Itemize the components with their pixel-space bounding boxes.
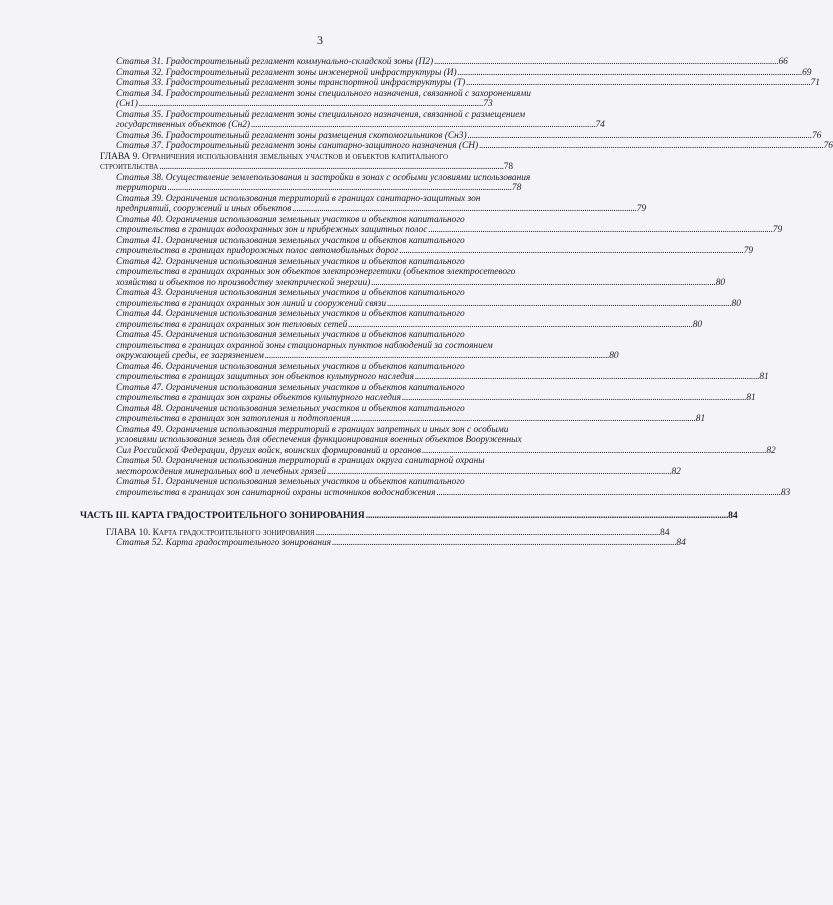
toc-page-number: 76 <box>823 141 833 151</box>
toc-entry-text: предприятий, сооружений и иных объектов <box>116 204 292 214</box>
dot-leader <box>436 488 779 498</box>
toc-entry-article[interactable] <box>108 361 769 383</box>
toc-page-number: 84 <box>728 510 738 521</box>
dot-leader <box>251 120 594 130</box>
toc-entry-text: условиями использования земель для обеспечения функционирования военных объектов Вооруженных <box>116 435 522 445</box>
toc-entry-article[interactable] <box>108 288 741 309</box>
dot-leader <box>479 141 822 151</box>
toc-entry-text: окружающей среды, ее загрязнением <box>116 351 264 361</box>
toc-entry-text: Статья 31. Градостроительный регламент коммунально-складской зоны (П2) <box>116 57 434 67</box>
toc-page-number: 80 <box>609 351 619 361</box>
toc-entry-text: месторождения минеральных вод и лечебных грязей <box>116 466 327 477</box>
toc-entry-text: хозяйства и объектов по производству электрической энергии) <box>116 277 371 288</box>
toc-entry-text: Статья 41. Ограничения использования земельных участков и объектов капитального <box>116 235 465 246</box>
toc-page-number: 71 <box>810 78 820 88</box>
toc-entry-text: строительства в границах зон санитарной охраны источников водоснабжения <box>116 487 436 498</box>
toc-entry-chapter[interactable] <box>106 527 670 539</box>
toc-entry-article[interactable] <box>108 538 686 549</box>
toc-entry-text: Статья 45. Ограничения использования земельных участков и объектов капитального <box>116 330 465 340</box>
toc-entry-article[interactable] <box>108 214 783 236</box>
toc-entry-text: территории <box>116 183 167 193</box>
dot-leader <box>458 68 801 78</box>
dot-leader <box>348 320 691 330</box>
toc-entry-text: Статья 40. Ограничения использования земельных участков и объектов капитального <box>116 214 465 225</box>
toc-entry-text: Статья 36. Градостроительный регламент зоны размещения скотомогильников (Сн3) <box>116 130 467 141</box>
toc-entry-chapter[interactable] <box>100 152 596 173</box>
toc-page-number: 83 <box>780 487 791 498</box>
toc-entry-article[interactable] <box>108 67 812 79</box>
toc-entry-article[interactable] <box>108 309 703 330</box>
toc-entry-text: Статья 43. Ограничения использования земельных участков и объектов капитального <box>116 288 465 298</box>
toc-page-number: 82 <box>766 445 776 456</box>
toc-entry-text: строительства в границах зон затопления и подтопления <box>116 414 351 424</box>
toc-entry-article[interactable] <box>108 330 619 362</box>
toc-entry-text: Статья 34. Градостроительный регламент зоны специального назначения, связанной с захоронениями <box>116 88 531 99</box>
toc-entry-text: строительства в границах придорожных полос автомобильных дорог <box>116 246 399 256</box>
toc-entry-text: Статья 37. Градостроительный регламент зоны санитарно-защитного назначения (СН) <box>116 141 479 151</box>
toc-page-number: 81 <box>746 393 756 403</box>
dot-leader <box>434 57 777 67</box>
dot-leader <box>351 414 694 424</box>
toc-page-number: 84 <box>676 538 686 548</box>
toc-entry-article[interactable] <box>108 78 820 89</box>
toc-page-number: 79 <box>636 204 647 214</box>
toc-entry-text: ЧАСТЬ III. КАРТА ГРАДОСТРОИТЕЛЬНОГО ЗОНИРОВАНИЯ <box>80 510 365 521</box>
toc-entry-article[interactable] <box>108 477 791 498</box>
toc-page-number: 80 <box>731 298 741 309</box>
toc-entry-text: государственных объектов (Сн2) <box>116 120 251 130</box>
toc-entry-article[interactable] <box>108 57 788 68</box>
table-of-contents <box>80 57 833 549</box>
toc-entry-text: ГЛАВА 10. Карта градостроительного зонирования <box>106 527 315 538</box>
toc-entry-article[interactable] <box>108 173 596 194</box>
toc-page-number: 79 <box>772 225 783 235</box>
toc-entry-article[interactable] <box>108 382 756 404</box>
toc-page-number: 84 <box>660 527 670 538</box>
dot-leader <box>422 446 765 456</box>
dot-leader <box>292 204 635 214</box>
toc-entry-text: Статья 42. Ограничения использования земельных участков и объектов капитального <box>116 256 465 267</box>
dot-leader <box>366 510 727 521</box>
toc-entry-text: Статья 52. Карта градостроительного зонирования <box>116 538 332 548</box>
toc-entry-text: Статья 46. Ограничения использования земельных участков и объектов капитального <box>116 361 465 372</box>
toc-entry-article[interactable] <box>108 130 822 142</box>
toc-entry-text: Статья 44. Ограничения использования земельных участков и объектов капитального <box>116 309 465 319</box>
page-number: 3 <box>317 33 323 47</box>
toc-entry-text: Статья 49. Ограничения использования территорий в границах запретных и иных зон с особыми <box>116 424 509 435</box>
toc-entry-text: строительства в границах водоохранных зон и прибрежных защитных полос <box>116 225 428 235</box>
toc-entry-text: Статья 39. Ограничения использования территорий в границах санитарно-защитных зон <box>116 193 481 204</box>
toc-page-number: 73 <box>483 99 493 109</box>
toc-entry-article[interactable] <box>108 424 776 457</box>
dot-leader <box>402 393 745 403</box>
toc-entry-text: Статья 33. Градостроительный регламент зоны транспортной инфраструктуры (Т) <box>116 78 466 88</box>
toc-entry-text: строительства в границах охранных зон объектов электроэнергетики (объектов электросетевого <box>116 267 516 277</box>
dot-leader <box>428 225 771 235</box>
toc-entry-text: Сил Российской Федерации, других войск, воинских формирований и органов <box>116 445 421 456</box>
toc-page-number: 69 <box>802 67 812 78</box>
dot-leader <box>316 528 659 538</box>
dot-leader <box>371 278 714 288</box>
toc-entry-article[interactable] <box>108 456 681 477</box>
toc-entry-text: строительства в границах охранных зон тепловых сетей <box>116 319 348 330</box>
dot-leader <box>387 299 730 309</box>
toc-entry-text: Статья 35. Градостроительный регламент зоны специального назначения, связанной с размещением <box>116 109 526 120</box>
toc-entry-text: строительства <box>100 162 159 172</box>
dot-leader <box>159 162 502 172</box>
toc-entry-text: строительства в границах охранных зон линий и сооружений связи <box>116 298 387 309</box>
toc-entry-article[interactable] <box>108 109 605 131</box>
toc-page-number: 66 <box>778 57 788 67</box>
dot-leader <box>468 131 811 141</box>
toc-page-number: 82 <box>671 466 681 477</box>
toc-page-number: 80 <box>715 277 726 288</box>
dot-leader <box>415 372 758 382</box>
toc-entry-text: Статья 32. Градостроительный регламент зоны инженерной инфраструктуры (И) <box>116 67 457 78</box>
toc-page-number: 78 <box>511 183 522 193</box>
dot-leader <box>265 351 608 361</box>
dot-leader <box>466 78 809 88</box>
toc-page-number: 74 <box>595 120 605 130</box>
toc-entry-article[interactable] <box>108 89 596 110</box>
toc-entry-article[interactable] <box>108 256 726 289</box>
toc-page-number: 80 <box>692 319 703 330</box>
toc-entry-text: Статья 47. Ограничения использования земельных участков и объектов капитального <box>116 382 465 393</box>
toc-entry-text: Статья 38. Осуществление землепользования и застройки в зонах с особыми условиями использования <box>116 172 531 183</box>
toc-entry-article[interactable] <box>108 403 706 425</box>
toc-entry-text: Статья 51. Ограничения использования земельных участков и объектов капитального <box>116 477 465 487</box>
toc-entry-text: (Сн1) <box>116 99 138 109</box>
toc-entry-text: строительства в границах защитных зон объектов культурного наследия <box>116 372 414 382</box>
toc-page-number: 81 <box>695 414 706 424</box>
toc-entry-part[interactable] <box>80 510 738 522</box>
toc-entry-text: ГЛАВА 9. Ограничения использования земельных участков и объектов капитального <box>100 151 449 162</box>
toc-entry-article[interactable] <box>108 193 647 215</box>
dot-leader <box>327 467 670 477</box>
dot-leader <box>168 183 511 193</box>
toc-page-number: 76 <box>811 130 822 141</box>
dot-leader <box>139 99 482 109</box>
toc-page-number: 79 <box>743 246 754 256</box>
toc-page-number: 78 <box>503 162 514 172</box>
dot-leader <box>399 246 742 256</box>
toc-page-number: 81 <box>759 372 769 382</box>
dot-leader <box>332 538 675 548</box>
toc-entry-text: строительства в границах зон охраны объектов культурного наследия <box>116 393 401 403</box>
toc-entry-article[interactable] <box>108 141 833 152</box>
toc-entry-text: Статья 50. Ограничения использования территорий в границах округа санитарной охраны <box>116 456 485 466</box>
toc-entry-article[interactable] <box>108 235 754 257</box>
toc-entry-text: Статья 48. Ограничения использования земельных участков и объектов капитального <box>116 403 465 414</box>
toc-entry-text: строительства в границах охранной зоны стационарных пунктов наблюдений за состоянием <box>116 340 493 351</box>
